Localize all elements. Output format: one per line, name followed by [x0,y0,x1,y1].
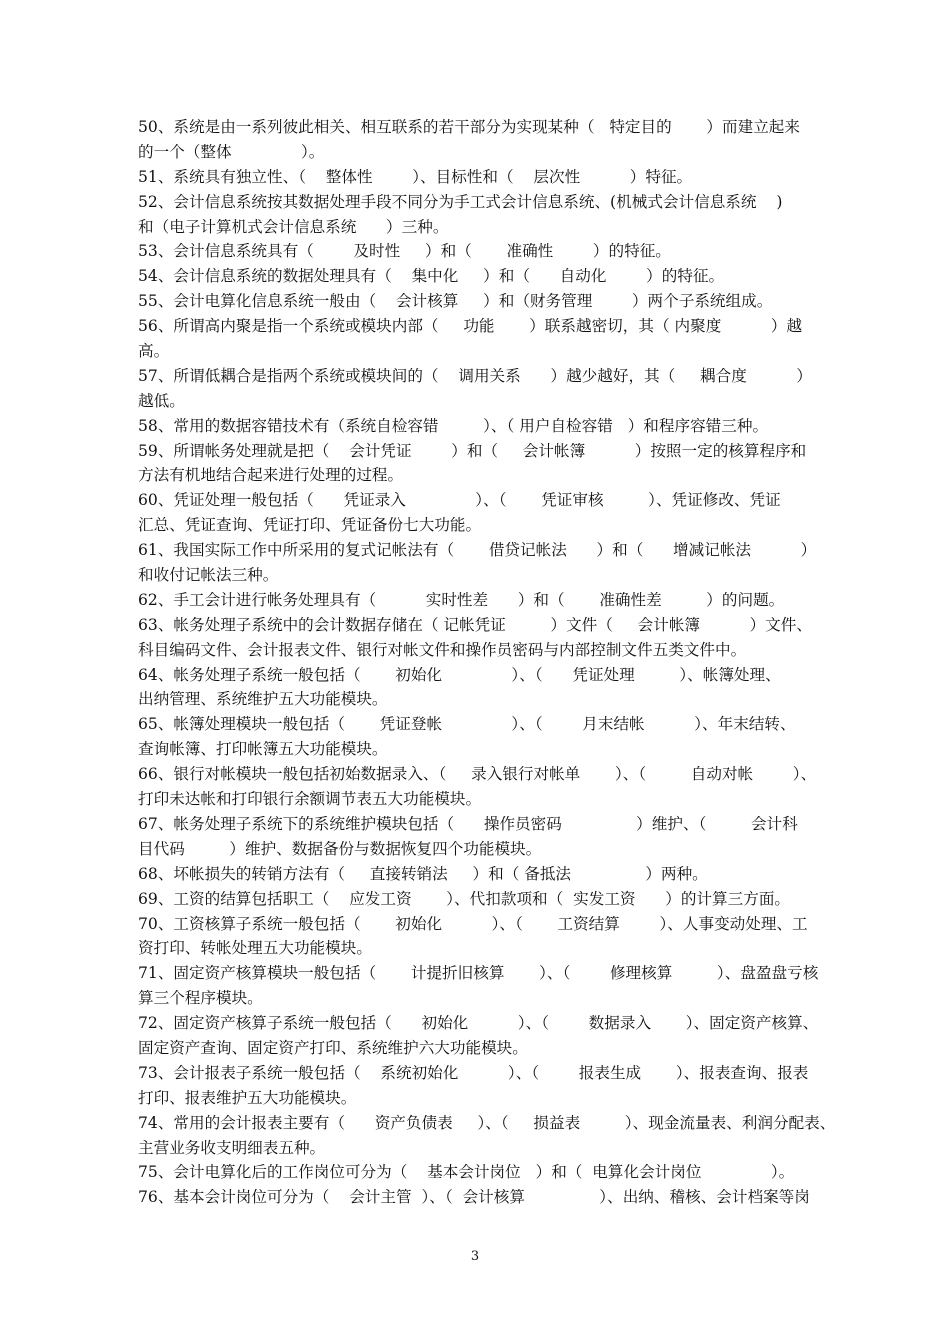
text-line: 66、银行对帐模块一般包括初始数据录入、（ 录入银行对帐单 ）、（ 自动对帐 ）、 [138,765,817,784]
text-line: 和收付记帐法三种。 [138,566,279,585]
text-line: 算三个程序模块。 [138,989,263,1008]
text-line: 58、常用的数据容错技术有（系统自检容错 ）、（ 用户自检容错 ）和程序容错三种。 [138,416,769,435]
text-line: 74、常用的会计报表主要有（ 资产负债表 ）、（ 损益表 ）、现金流量表、利润分配表、 [138,1113,836,1132]
text-line: 67、帐务处理子系统下的系统维护模块包括（ 操作员密码 ）维护、（ 会计科 [138,814,798,833]
text-line: 61、我国实际工作中所采用的复式记帐法有（ 借贷记帐法 ）和（ 增减记帐法 ） [138,541,817,560]
text-line: 53、会计信息系统具有（ 及时性 ）和（ 准确性 ）的特征。 [138,242,671,261]
text-line: 57、所谓低耦合是指两个系统或模块间的（ 调用关系 ）越少越好，其（ 耦合度 ） [138,366,812,385]
text-line: 科目编码文件、会计报表文件、银行对帐文件和操作员密码与内部控制文件五类文件中。 [138,640,747,659]
text-line: 越低。 [138,391,185,410]
text-line: 68、坏帐损失的转销方法有（ 直接转销法 ）和（ 备抵法 ）两种。 [138,864,708,883]
text-line: 资打印、转帐处理五大功能模块。 [138,939,372,958]
text-line: 的一个（整体 ）。 [138,142,325,161]
text-line: 打印未达帐和打印银行余额调节表五大功能模块。 [138,790,482,809]
text-line: 72、固定资产核算子系统一般包括（ 初始化 ）、（ 数据录入 ）、固定资产核算、 [138,1014,819,1033]
text-line: 汇总、凭证查询、凭证打印、凭证备份七大功能。 [138,516,482,535]
text-line: 76、基本会计岗位可分为（ 会计主管 ）、（ 会计核算 ）、出纳、稽核、会计档案等岗 [138,1188,810,1207]
text-line: 打印、报表维护五大功能模块。 [138,1088,357,1107]
text-line: 73、会计报表子系统一般包括（ 系统初始化 ）、（ 报表生成 ）、报表查询、报表 [138,1063,809,1082]
text-line: 方法有机地结合起来进行处理的过程。 [138,466,404,485]
question-list [138,115,858,1210]
text-line: 出纳管理、系统维护五大功能模块。 [138,690,388,709]
text-line: 高。 [138,342,170,361]
text-line: 63、帐务处理子系统中的会计数据存储在（ 记帐凭证 ）文件（ 会计帐簿 ）文件、 [138,615,812,634]
text-line: 和（电子计算机式会计信息系统 ）三种。 [138,217,449,236]
text-line: 62、手工会计进行帐务处理具有（ 实时性差 ）和（ 准确性差 ）的问题。 [138,590,785,609]
text-line: 65、帐簿处理模块一般包括（ 凭证登帐 ）、（ 月末结帐 ）、年末结转、 [138,715,796,734]
text-line: 71、固定资产核算模块一般包括（ 计提折旧核算 ）、（ 修理核算 ）、盘盈盘亏核 [138,964,819,983]
text-line: 主营业务收支明细表五种。 [138,1138,326,1157]
text-line: 60、凭证处理一般包括（ 凭证录入 ）、（ 凭证审核 ）、凭证修改、凭证 [138,491,781,510]
text-line: 56、所谓高内聚是指一个系统或模块内部（ 功能 ）联系越密切，其（ 内聚度 ）越 [138,317,803,336]
text-line: 59、所谓帐务处理就是把（ 会计凭证 ）和（ 会计帐簿 ）按照一定的核算程序和 [138,441,807,460]
text-line: 51、系统具有独立性、（ 整体性 ）、目标性和（ 层次性 ）特征。 [138,167,693,186]
page-number: 3 [470,1249,480,1264]
text-line: 55、会计电算化信息系统一般由（ 会计核算 ）和（财务管理 ）两个子系统组成。 [138,292,773,311]
text-line: 查询帐簿、打印帐簿五大功能模块。 [138,740,388,759]
text-line: 目代码 ）维护、数据备份与数据恢复四个功能模块。 [138,839,542,858]
text-line: 70、工资核算子系统一般包括（ 初始化 ）、（ 工资结算 ）、人事变动处理、工 [138,914,808,933]
text-line: 52、会计信息系统按其数据处理手段不同分为手工式会计信息系统、(机械式会计信息系统 ) [138,192,783,211]
text-line: 54、会计信息系统的数据处理具有（ 集中化 ）和（ 自动化 ）的特征。 [138,267,725,286]
text-line: 75、会计电算化后的工作岗位可分为（ 基本会计岗位 ）和（ 电算化会计岗位 ）。 [138,1163,795,1182]
text-line: 64、帐务处理子系统一般包括（ 初始化 ）、（ 凭证处理 ）、帐簿处理、 [138,665,781,684]
text-line: 固定资产查询、固定资产打印、系统维护六大功能模块。 [138,1038,528,1057]
text-line: 69、工资的结算包括职工（ 应发工资 ）、代扣款项和（ 实发工资 ）的计算三方面。 [138,889,791,908]
text-line: 50、系统是由一系列彼此相关、相互联系的若干部分为实现某种（ 特定目的 ）而建立起来 [138,118,800,136]
